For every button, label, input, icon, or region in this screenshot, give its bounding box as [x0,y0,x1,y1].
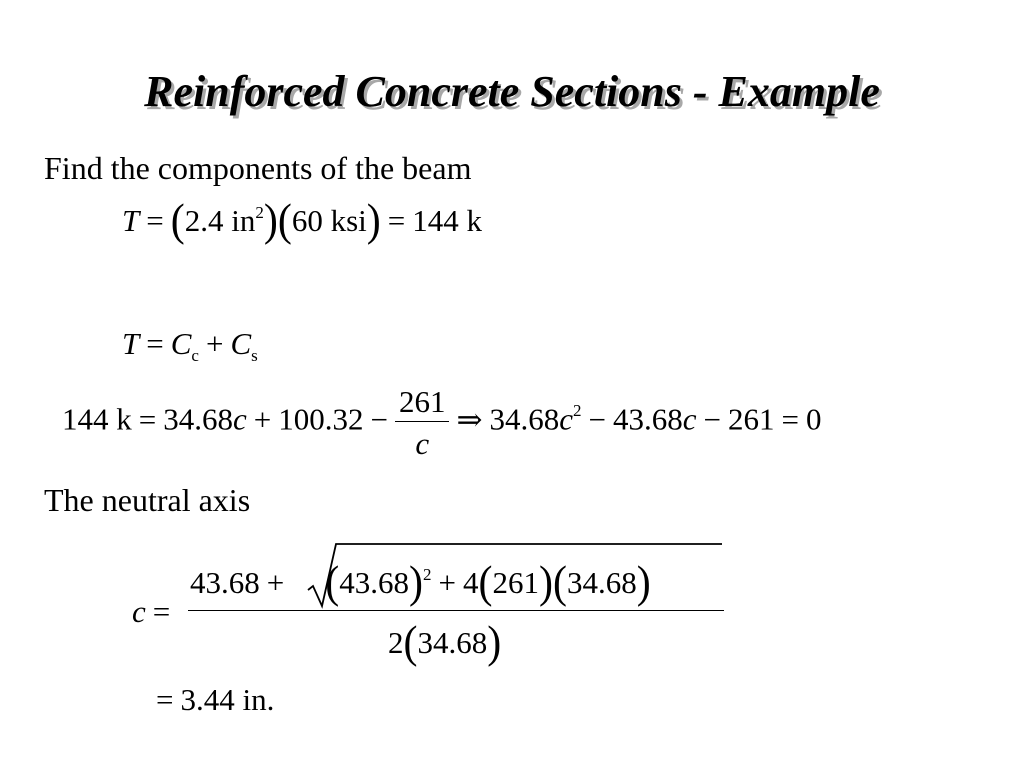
neutral-axis-result: = 3.44 in. [156,682,275,717]
eq4-den-val: 34.68 [417,625,488,660]
eq4-rad-exp: 2 [422,564,432,584]
eq4-rad-a: 43.68 [339,565,409,600]
eq4-rad-four: 4 [462,565,479,600]
eq3-q-coef-b: 43.68 [612,401,683,437]
eq3-coef1: 34.68 [163,401,233,437]
eq1-area: 2.4 in [184,203,256,238]
eq3-lhs: 144 k [62,401,132,437]
eq1-stress: 60 ksi [291,203,367,238]
eq3-q-rhs: 0 [805,401,822,437]
eq3-q-var2: c [682,401,697,437]
eq1-area-exp: 2 [255,202,264,222]
eq4-den-two: 2 [388,625,404,660]
eq3-implies-arrow: ⇒ [456,401,483,437]
eq3-q-const: 261 [727,401,775,437]
eq3-frac-den: c [395,421,450,459]
eq3-frac-num: 261 [398,384,446,419]
eq3-q-coef-a: 34.68 [489,401,560,437]
eq4-denominator: 2(34.68) [388,618,502,668]
square-root-sign [300,540,730,610]
eq1-lhs: T [122,203,140,238]
eq3-var: c [232,401,247,437]
eq3-q-var: c [559,401,573,437]
eq2-term2-sub: s [251,346,258,366]
eq3-const: 100.32 [278,401,364,437]
eq4-num-a: 43.68 [190,565,260,600]
quadratic-equation: 144 k = 34.68c + 100.32 − $\frac{261}{c}$ ⇒ $34.68c^2 - 43.68c - 261 = 0$ [62,384,822,461]
equilibrium-equation: $T = C_c + C_s$ [122,326,258,366]
eq4-numerator: $43.68 + (43.68)^2 + 4(261)(34.68)$ [190,558,651,608]
tension-equation: T = (2.4 $in^2)(60$ ksi) = 144 k [122,196,483,246]
eq5-result: 3.44 in. [180,682,275,717]
eq2-term1: C [170,326,192,361]
eq3-q-exp: 2 [572,401,582,421]
eq3-fraction [395,386,450,459]
intro-text: Find the components of the beam [44,150,472,186]
eq2-term1-sub: c [191,346,199,366]
eq4-lhs: c [132,594,146,629]
slide-title: Reinforced Concrete Sections - Example [144,67,880,116]
eq4-fraction-bar [188,610,724,611]
eq4-rad-c: 34.68 [566,565,637,600]
eq4-rad-b: 261 [492,565,539,600]
eq2-term2: C [230,326,252,361]
eq4-lhs-group: c = [132,594,171,629]
eq1-result: 144 k [412,203,483,238]
neutral-axis-label: The neutral axis [44,482,251,518]
eq2-lhs: T [122,326,140,361]
